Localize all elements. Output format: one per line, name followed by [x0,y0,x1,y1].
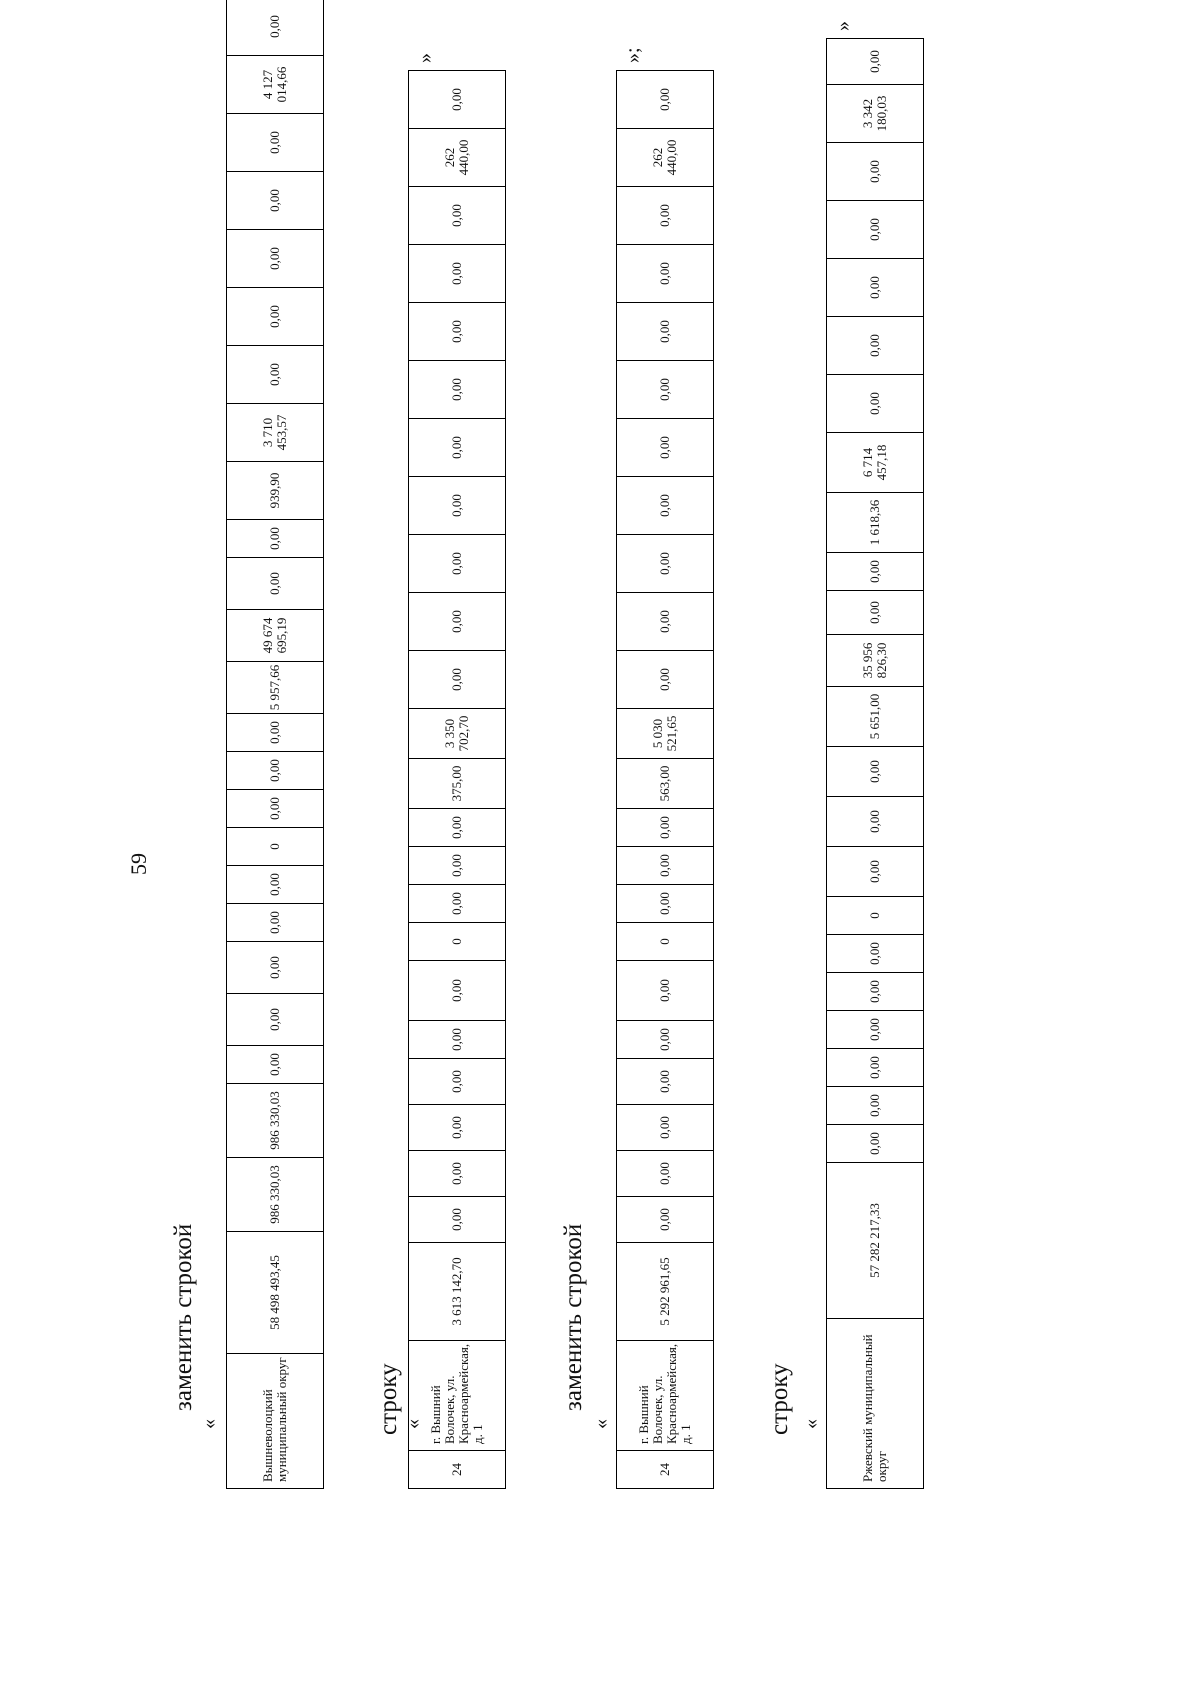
table-cell: 0,00 [409,71,506,129]
table-cell: 0,00 [227,114,324,172]
table-cell: 0,00 [409,1059,506,1105]
table-cell: 0,00 [617,593,714,651]
table-cell: 0,00 [617,651,714,709]
closing-quote: » [414,53,436,63]
table-cell: 3 342 180,03 [827,85,924,143]
opening-quote: « [590,1419,612,1429]
instruction-label: заменить строкой [560,1223,587,1411]
table-cell: 0,00 [409,303,506,361]
table-cell: 0,00 [409,961,506,1021]
table-cell: 0,00 [227,1046,324,1084]
table-cell: 0,00 [827,1125,924,1163]
table-cell: 0,00 [227,904,324,942]
table-cell: 0,00 [227,558,324,610]
table-cell: 0,00 [827,1049,924,1087]
table-cell: 0,00 [617,1197,714,1243]
table-cell: 0,00 [827,973,924,1011]
table-cell: 0,00 [227,790,324,828]
table-cell: 0,00 [617,847,714,885]
table-cell: 0 [617,923,714,961]
table-cell: 0,00 [617,245,714,303]
table-cell: 1 618,36 [827,493,924,553]
table-cell: 0,00 [827,935,924,973]
table-cell: 4 127 014,66 [227,56,324,114]
table-cell: 375,00 [409,759,506,809]
table-cell: 0,00 [617,1021,714,1059]
table-cell: 0,00 [227,230,324,288]
table-cell: 0,00 [409,1021,506,1059]
table-cell: 0,00 [227,346,324,404]
table-cell: 58 498 493,45 [227,1232,324,1354]
table-cell: 0,00 [409,593,506,651]
table-cell: 0,00 [409,1105,506,1151]
table-cell: 0,00 [409,1197,506,1243]
table-cell: 0 [227,828,324,866]
instruction-label: заменить строкой [170,1223,197,1411]
table-cell: 0,00 [227,752,324,790]
table-cell: 0,00 [617,187,714,245]
table-cell: Вышневолоцкий муниципальный округ [227,1354,324,1489]
table-cell: 5 651,00 [827,687,924,747]
closing-quote: » [832,21,854,31]
table-cell: 0,00 [827,143,924,201]
table-cell: 0 [827,897,924,935]
table-cell: 0,00 [409,885,506,923]
table-cell: 262 440,00 [617,129,714,187]
table-cell: 0,00 [827,39,924,85]
data-table [226,0,324,1489]
table-cell: 0,00 [617,885,714,923]
table-row [617,71,714,1489]
table-cell: 0,00 [227,288,324,346]
table-cell: 0,00 [409,809,506,847]
table-cell: 0,00 [827,1011,924,1049]
table-cell: 986 330,03 [227,1158,324,1232]
table-cell: 0,00 [617,71,714,129]
opening-quote: « [198,1419,220,1429]
table-cell: 0,00 [617,1059,714,1105]
table-cell: 0,00 [827,591,924,635]
table-cell: г. Вышний Волочек, ул. Красноармейская, д. 1 [617,1341,714,1451]
table-cell: 0,00 [617,535,714,593]
table-cell: 35 956 826,30 [827,635,924,687]
table-cell: 0,00 [827,747,924,797]
table-cell: 0 [409,923,506,961]
table-cell: 0,00 [227,0,324,56]
table-cell: 0,00 [409,847,506,885]
table-row [409,71,506,1489]
table-cell: 0,00 [227,520,324,558]
table-cell: 0,00 [617,809,714,847]
data-table [408,70,506,1489]
table-cell: Ржевский муниципальный округ [827,1319,924,1489]
table-cell: 24 [409,1451,506,1489]
table-cell: 0,00 [827,317,924,375]
table-cell: 0,00 [617,303,714,361]
table-cell: 3 350 702,70 [409,709,506,759]
table-cell: 0,00 [227,994,324,1046]
table-cell: 0,00 [409,419,506,477]
opening-quote: « [800,1419,822,1429]
instruction-label: строку [766,1363,793,1435]
table-cell: 0,00 [617,477,714,535]
table-cell: 563,00 [617,759,714,809]
instruction-label: строку [375,1363,402,1435]
table-cell: 57 282 217,33 [827,1163,924,1319]
table-row [227,0,324,1489]
closing-quote: »; [622,47,644,63]
table-cell: 0,00 [827,553,924,591]
table-cell: 0,00 [409,477,506,535]
table-row [827,39,924,1489]
table-cell: 939,90 [227,462,324,520]
table-cell: 24 [617,1451,714,1489]
table-cell: 0,00 [617,419,714,477]
table-cell: 0,00 [227,866,324,904]
table-cell: 0,00 [409,361,506,419]
table-cell: 0,00 [827,201,924,259]
table-cell: 0,00 [617,961,714,1021]
table-cell: 0,00 [827,259,924,317]
data-table [616,70,714,1489]
data-table [826,38,924,1489]
table-cell: 0,00 [409,651,506,709]
table-cell: г. Вышний Волочек, ул. Красноармейская, д. 1 [409,1341,506,1451]
table-cell: 0,00 [827,847,924,897]
table-cell: 262 440,00 [409,129,506,187]
table-cell: 3 613 142,70 [409,1243,506,1341]
table-cell: 986 330,03 [227,1084,324,1158]
table-cell: 0,00 [827,1087,924,1125]
table-cell: 0,00 [617,1105,714,1151]
table-cell: 0,00 [827,375,924,433]
table-cell: 0,00 [227,942,324,994]
table-cell: 49 674 695,19 [227,610,324,662]
table-cell: 0,00 [409,1151,506,1197]
opening-quote: « [402,1419,424,1429]
table-cell: 5 030 521,65 [617,709,714,759]
table-cell: 0,00 [617,1151,714,1197]
table-cell: 3 710 453,57 [227,404,324,462]
table-cell: 0,00 [227,714,324,752]
table-cell: 0,00 [409,535,506,593]
table-cell: 5 292 961,65 [617,1243,714,1341]
table-cell: 0,00 [617,361,714,419]
table-cell: 0,00 [409,187,506,245]
table-cell: 0,00 [227,172,324,230]
table-cell: 6 714 457,18 [827,433,924,493]
table-cell: 5 957,66 [227,662,324,714]
table-cell: 0,00 [409,245,506,303]
table-cell: 0,00 [827,797,924,847]
page-number: 59 [126,853,151,875]
